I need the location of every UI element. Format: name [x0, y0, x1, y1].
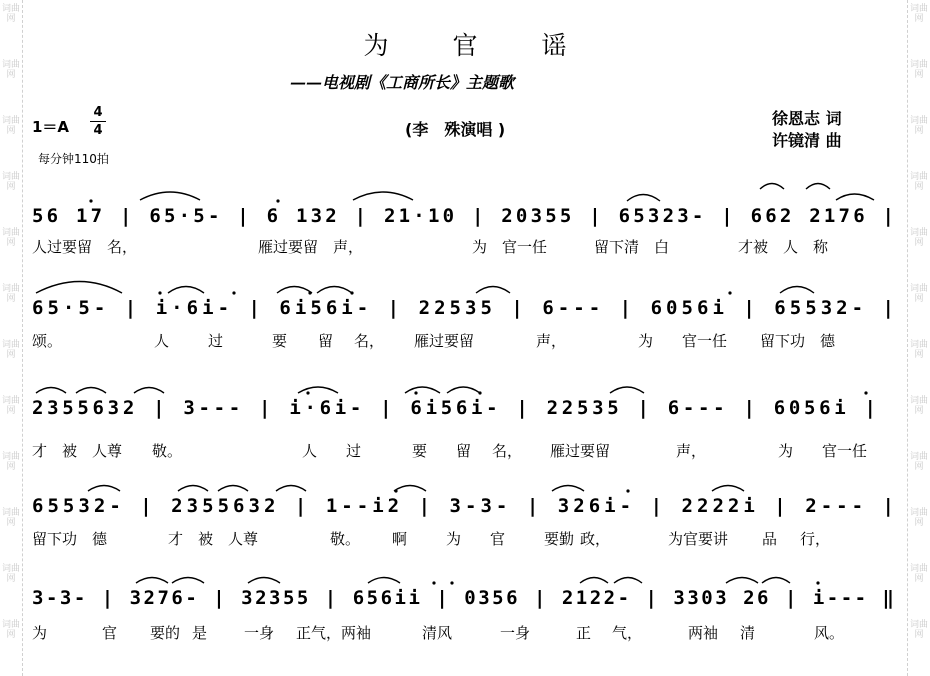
- lyric-phrase: 官一任: [822, 442, 868, 460]
- notation-row-2: 65·5- | i·6i- | 6i56i- | 22535 | 6--- | 6056i | 65532- |: [32, 297, 895, 319]
- lyric-phrase: 留下功 德: [760, 332, 836, 350]
- watermark: 词曲网: [1, 452, 20, 472]
- time-signature-bottom: 4: [90, 121, 106, 139]
- key-signature: 1＝A: [32, 118, 70, 136]
- lyric-phrase: 留下功 德: [32, 530, 108, 548]
- watermark: 词曲网: [909, 564, 928, 584]
- lyric-phrase: 声，: [676, 442, 707, 460]
- watermark: 词曲网: [909, 228, 928, 248]
- lyric-phrase: 过: [208, 332, 224, 350]
- performer-credit: (李 殊演唱 ): [405, 120, 506, 139]
- watermark: 词曲网: [909, 340, 928, 360]
- watermark: 词曲网: [909, 396, 928, 416]
- lyric-phrase: 要的: [150, 624, 181, 642]
- watermark: 词曲网: [1, 340, 20, 360]
- notation-row-4: 65532- | 2355632 | 1--i2 | 3-3- | 326i- | 2222i | 2--- |: [32, 495, 895, 517]
- notation-row-5: 3-3- | 3276- | 32355 | 656ii | 0356 | 2122- | 3303 26 | i--- ‖: [32, 587, 894, 609]
- watermark: 词曲网: [1, 228, 20, 248]
- lyric-phrase: 清风: [422, 624, 453, 642]
- lyric-phrase: 人: [154, 332, 170, 350]
- lyric-phrase: 是: [192, 624, 208, 642]
- tempo-marking: 每分钟110拍: [38, 152, 109, 166]
- lyric-phrase: 一身: [500, 624, 531, 642]
- lyricist-credit: 徐恩志 词: [772, 109, 842, 128]
- lyric-phrase: 人: [302, 442, 318, 460]
- lyric-phrase: 人过要留 名，: [32, 238, 138, 256]
- watermark: 词曲网: [909, 284, 928, 304]
- song-title: 为 官 谣: [363, 31, 595, 60]
- lyric-phrase: 行，: [800, 530, 831, 548]
- lyric-phrase: 要: [412, 442, 428, 460]
- lyric-phrase: 声，: [536, 332, 567, 350]
- watermark: 词曲网: [909, 508, 928, 528]
- lyric-phrase: 才 被 人尊: [168, 530, 259, 548]
- lyric-phrase: 才 被 人尊 敬。: [32, 442, 183, 460]
- lyric-phrase: 为: [638, 332, 654, 350]
- lyric-phrase: 留下清 白: [594, 238, 670, 256]
- lyric-phrase: 为官要讲: [668, 530, 729, 548]
- watermark: 词曲网: [909, 172, 928, 192]
- lyric-phrase: 官: [102, 624, 118, 642]
- lyric-phrase: 为: [32, 624, 48, 642]
- lyric-phrase: 才被 人 称: [738, 238, 829, 256]
- lyric-phrase: 雁过要留: [550, 442, 611, 460]
- lyric-phrase: 为 官一任: [472, 238, 548, 256]
- lyric-phrase: 啊: [392, 530, 408, 548]
- watermark: 词曲网: [1, 172, 20, 192]
- lyric-phrase: 雁过要留 声，: [258, 238, 364, 256]
- watermark: 词曲网: [1, 564, 20, 584]
- watermark: 词曲网: [909, 620, 928, 640]
- lyric-phrase: 雁过要留: [414, 332, 475, 350]
- watermark: 词曲网: [1, 116, 20, 136]
- lyric-phrase: 要勤: [544, 530, 575, 548]
- lyric-phrase: 过: [346, 442, 362, 460]
- lyric-phrase: 要: [272, 332, 288, 350]
- lyric-phrase: 名，: [354, 332, 385, 350]
- lyric-phrase: 正气，两袖: [296, 624, 372, 642]
- lyric-phrase: 留: [318, 332, 334, 350]
- lyric-phrase: 清: [740, 624, 756, 642]
- watermark: 词曲网: [909, 452, 928, 472]
- lyric-phrase: 留: [456, 442, 472, 460]
- watermark: 词曲网: [1, 620, 20, 640]
- watermark: 词曲网: [1, 60, 20, 80]
- watermark: 词曲网: [1, 4, 20, 24]
- lyric-phrase: 风。: [814, 624, 845, 642]
- lyric-phrase: 官: [490, 530, 506, 548]
- notation-row-1: 56 17 | 65·5- | 6 132 | 21·10 | 20355 | 65323- | 662 2176 |: [32, 205, 894, 227]
- lyric-phrase: 政，: [580, 530, 611, 548]
- watermark: 词曲网: [909, 116, 928, 136]
- notation-row-3: 2355632 | 3--- | i·6i- | 6i56i- | 22535 | 6--- | 6056i |: [32, 397, 877, 419]
- lyric-phrase: 一身: [244, 624, 275, 642]
- lyric-phrase: 品: [762, 530, 778, 548]
- lyric-phrase: 为: [446, 530, 462, 548]
- watermark: 词曲网: [1, 284, 20, 304]
- time-signature-top: 4: [93, 105, 103, 120]
- watermark: 词曲网: [1, 508, 20, 528]
- watermark: 词曲网: [909, 4, 928, 24]
- watermark: 词曲网: [909, 60, 928, 80]
- lyric-phrase: 气，: [612, 624, 643, 642]
- song-subtitle: ——电视剧《工商所长》主题歌: [290, 73, 515, 92]
- lyric-phrase: 官一任: [682, 332, 728, 350]
- lyric-phrase: 正: [576, 624, 592, 642]
- lyric-phrase: 敬。: [330, 530, 361, 548]
- lyric-phrase: 颂。: [32, 332, 63, 350]
- lyric-phrase: 为: [778, 442, 794, 460]
- composer-credit: 许镜清 曲: [772, 131, 842, 150]
- lyric-phrase: 名，: [492, 442, 523, 460]
- lyric-phrase: 两袖: [688, 624, 719, 642]
- watermark: 词曲网: [1, 396, 20, 416]
